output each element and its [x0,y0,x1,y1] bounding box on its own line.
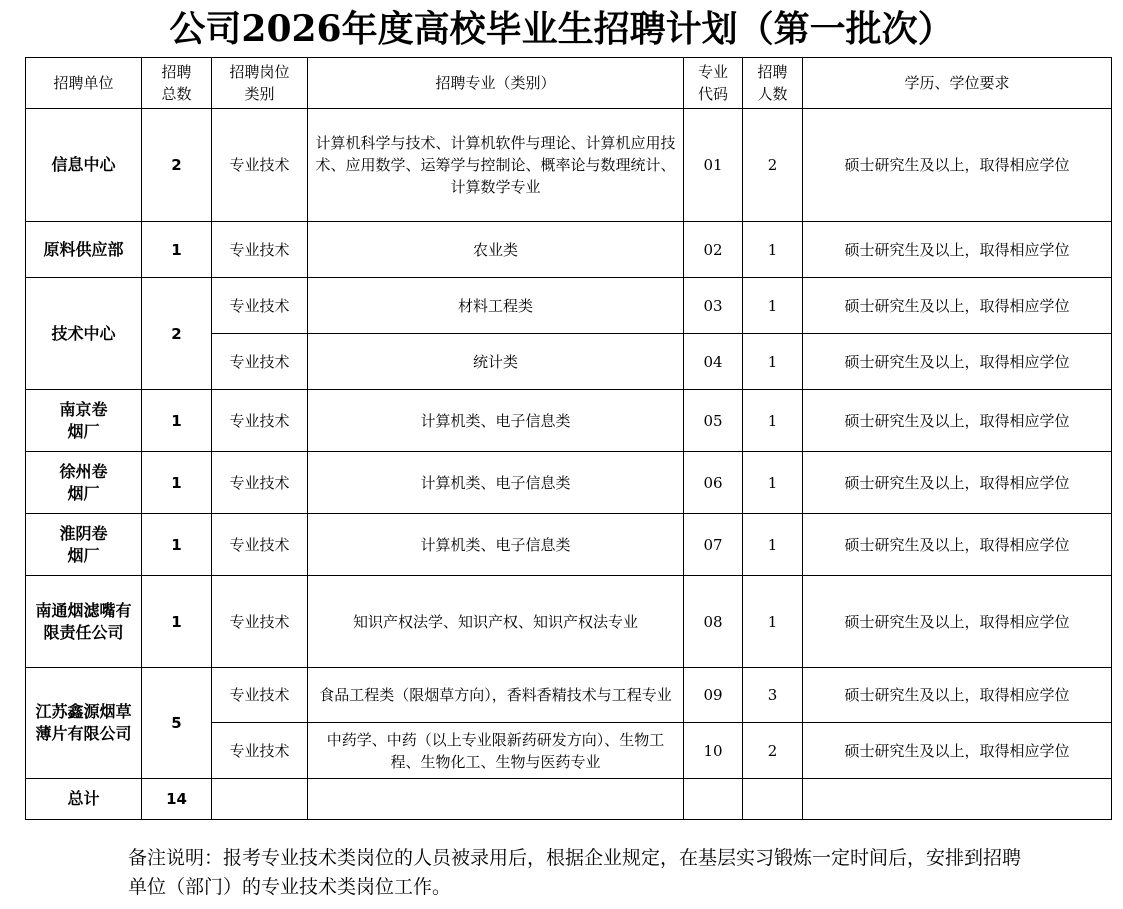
header-major: 招聘专业（类别） [308,58,684,109]
count-cell: 1 [743,278,803,334]
code-cell: 07 [684,514,743,576]
total-cell: 1 [142,576,212,668]
degree-cell: 硕士研究生及以上，取得相应学位 [803,109,1112,222]
category-cell: 专业技术 [212,278,308,334]
empty-cell [212,779,308,820]
total-cell: 5 [142,668,212,779]
count-cell: 2 [743,109,803,222]
empty-cell [743,779,803,820]
empty-cell [684,779,743,820]
total-cell: 2 [142,278,212,390]
major-cell: 计算机科学与技术、计算机软件与理论、计算机应用技术、应用数学、运筹学与控制论、概率论与数理统计、计算数学专业 [308,109,684,222]
count-cell: 1 [743,334,803,390]
category-cell: 专业技术 [212,109,308,222]
page-title: 公司2026年度高校毕业生招聘计划（第一批次） [169,8,954,50]
header-code: 专业代码 [684,58,743,109]
count-cell: 1 [743,576,803,668]
header-total: 招聘总数 [142,58,212,109]
code-cell: 08 [684,576,743,668]
category-cell: 专业技术 [212,452,308,514]
major-cell: 计算机类、电子信息类 [308,452,684,514]
grand-total: 14 [142,779,212,820]
unit-cell: 徐州卷烟厂 [26,452,142,514]
total-cell: 1 [142,222,212,278]
unit-cell: 南京卷烟厂 [26,390,142,452]
total-label: 总计 [26,779,142,820]
major-cell: 统计类 [308,334,684,390]
major-cell: 计算机类、电子信息类 [308,390,684,452]
total-cell: 1 [142,514,212,576]
unit-cell: 南通烟滤嘴有限责任公司 [26,576,142,668]
table-row [26,452,1112,514]
table-row [26,278,1112,334]
degree-cell: 硕士研究生及以上，取得相应学位 [803,278,1112,334]
degree-cell: 硕士研究生及以上，取得相应学位 [803,452,1112,514]
unit-cell: 原料供应部 [26,222,142,278]
degree-cell: 硕士研究生及以上，取得相应学位 [803,723,1112,779]
unit-cell: 技术中心 [26,278,142,390]
code-cell: 10 [684,723,743,779]
major-cell: 材料工程类 [308,278,684,334]
category-cell: 专业技术 [212,390,308,452]
degree-cell: 硕士研究生及以上，取得相应学位 [803,514,1112,576]
degree-cell: 硕士研究生及以上，取得相应学位 [803,222,1112,278]
count-cell: 1 [743,390,803,452]
total-row [26,779,1112,820]
major-cell: 中药学、中药（以上专业限新药研发方向）、生物工程、生物化工、生物与医药专业 [308,723,684,779]
unit-cell: 江苏鑫源烟草薄片有限公司 [26,668,142,779]
header-category: 招聘岗位类别 [212,58,308,109]
major-cell: 计算机类、电子信息类 [308,514,684,576]
major-cell: 知识产权法学、知识产权、知识产权法专业 [308,576,684,668]
category-cell: 专业技术 [212,668,308,723]
major-cell: 农业类 [308,222,684,278]
count-cell: 2 [743,723,803,779]
header-count: 招聘人数 [743,58,803,109]
category-cell: 专业技术 [212,222,308,278]
table-row [26,668,1112,723]
category-cell: 专业技术 [212,723,308,779]
count-cell: 1 [743,452,803,514]
code-cell: 09 [684,668,743,723]
total-cell: 1 [142,390,212,452]
empty-cell [803,779,1112,820]
remark-note: 备注说明：报考专业技术类岗位的人员被录用后，根据企业规定，在基层实习锻炼一定时间后，安排到招聘单位（部门）的专业技术类岗位工作。 [128,847,1022,898]
degree-cell: 硕士研究生及以上，取得相应学位 [803,390,1112,452]
total-cell: 1 [142,452,212,514]
table-row [26,576,1112,668]
degree-cell: 硕士研究生及以上，取得相应学位 [803,668,1112,723]
degree-cell: 硕士研究生及以上，取得相应学位 [803,334,1112,390]
table-row [26,390,1112,452]
table-row [26,222,1112,278]
category-cell: 专业技术 [212,514,308,576]
category-cell: 专业技术 [212,576,308,668]
code-cell: 06 [684,452,743,514]
header-unit: 招聘单位 [26,58,142,109]
code-cell: 03 [684,278,743,334]
count-cell: 3 [743,668,803,723]
header-row [26,58,1112,109]
major-cell: 食品工程类（限烟草方向），香料香精技术与工程专业 [308,668,684,723]
header-degree: 学历、学位要求 [803,58,1112,109]
code-cell: 05 [684,390,743,452]
count-cell: 1 [743,222,803,278]
empty-cell [308,779,684,820]
count-cell: 1 [743,514,803,576]
recruitment-table [25,57,1112,820]
code-cell: 01 [684,109,743,222]
code-cell: 04 [684,334,743,390]
table-row [26,109,1112,222]
unit-cell: 淮阴卷烟厂 [26,514,142,576]
unit-cell: 信息中心 [26,109,142,222]
category-cell: 专业技术 [212,334,308,390]
code-cell: 02 [684,222,743,278]
degree-cell: 硕士研究生及以上，取得相应学位 [803,576,1112,668]
total-cell: 2 [142,109,212,222]
table-row [26,514,1112,576]
